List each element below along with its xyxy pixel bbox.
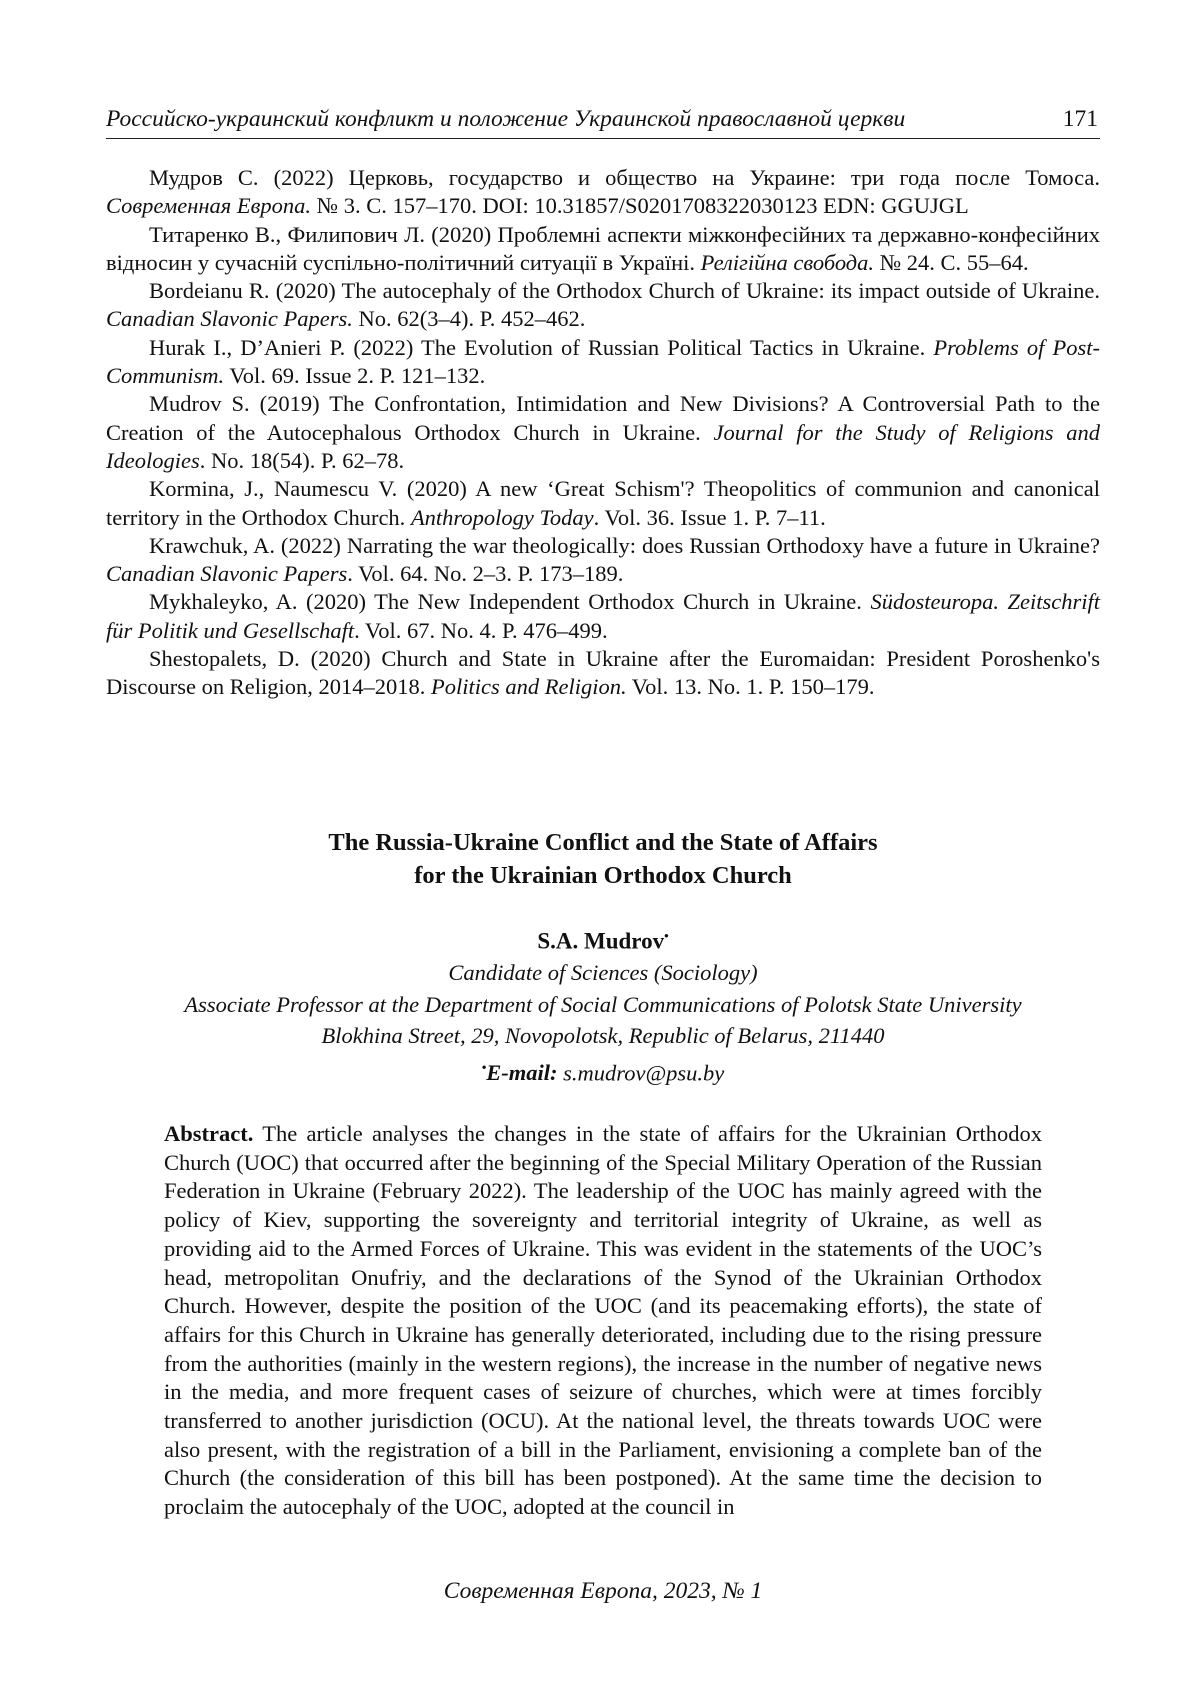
reference-item: Mudrov S. (2019) The Confrontation, Intimidation and New Divisions? A Controversial Path to the Creation of the Autocephalous Orthodox Church in Ukraine. Journal for the Study of Religions and Ideologies. No. 18(54). P. 62–78. (106, 391, 1100, 473)
running-header (106, 104, 1100, 139)
reference-item: Krawchuk, A. (2022) Narrating the war theologically: does Russian Orthodoxy have a future in Ukraine? Canadian Slavonic Papers. Vol. 64. No. 2–3. P. 173–189. (106, 532, 1100, 587)
abstract-label: Abstract. (164, 1121, 254, 1146)
author-email (106, 1052, 1100, 1089)
running-title: Российско-украинский конфликт и положение Украинской православной церкви (106, 106, 906, 132)
email-address[interactable]: s.mudrov@psu.by (563, 1060, 725, 1086)
reference-item: Мудров С. (2022) Церковь, государство и общество на Украине: три года после Томоса. Современная Европа. № 3. С. 157–170. DOI: 10.31857/S0201708322030123 EDN: GGUJGL (106, 165, 1100, 219)
reference-item: Hurak I., D’Anieri P. (2022) The Evolution of Russian Political Tactics in Ukraine. Problems of Post-Communism. Vol. 69. Issue 2. P. 121–132. (106, 334, 1100, 389)
author-info (106, 920, 1100, 1089)
reference-item: Bordeianu R. (2020) The autocephaly of the Orthodox Church of Ukraine: its impact outside of Ukraine. Canadian Slavonic Papers. No. 62(3–4). P. 452–462. (106, 278, 1100, 332)
reference-item: Mykhaleyko, A. (2020) The New Independent Orthodox Church in Ukraine. Südosteuropa. Zeitschrift für Politik und Gesellschaft. Vol. 67. No. 4. P. 476–499. (106, 589, 1100, 643)
journal-footer: Современная Европа, 2023, № 1 (443, 1578, 763, 1604)
email-label: E-mail: (486, 1060, 558, 1086)
article-title-line-2: for the Ukrainian Orthodox Church (414, 862, 792, 889)
reference-item: Kormina, J., Naumescu V. (2020) A new ‘Great Schism'? Theopolitics of communion and canonical territory in the Orthodox Church. Anthropology Today. Vol. 36. Issue 1. P. 7–11. (106, 476, 1100, 530)
email-footnote-mark: • (481, 1059, 487, 1075)
reference-item: Титаренко В., Филипович Л. (2020) Проблемні аспекти міжконфесійних та державно-конфесійних відносин у сучасній суспільно-політичний ситуації в Україні. Релігійна свобода. № 24. С. 55–64. (106, 221, 1100, 275)
abstract-text: The article analyses the changes in the state of affairs for the Ukrainian Orthodox Church (UOC) that occurred after the beginning of the Special Military Operation of the Russian Federation in Ukraine (February 2022). The leadership of the UOC has mainly agreed with the policy of Kiev, supporting the sovereignty and territorial integrity of Ukraine, as well as providing aid to the Armed Forces of Ukraine. This was evident in the statements of the UOC’s head, metropolitan Onufriy, and the declarations of the Synod of the Ukrainian Orthodox Church. However, despite the position of the UOC (and its peacemaking efforts), the state of affairs for this Church in Ukraine has generally deteriorated, including due to the rising pressure from the authorities (mainly in the western regions), the increase in the number of negative news in the media, and more frequent cases of seizure of churches, which were at times forcibly transferred to another jurisdiction (OCU). At the national level, the threats towards UOC were also present, with the registration of a bill in the Parliament, envisioning a complete ban of the Church (the consideration of this bill has been postponed). At the same time the decision to proclaim the autocephaly of the UOC, adopted at the council in (164, 1121, 1043, 1520)
article-title-line-1: The Russia-Ukraine Conflict and the State of Affairs (328, 829, 878, 856)
page-number: 171 (1062, 106, 1098, 132)
author-degree: Candidate of Sciences (Sociology) (448, 960, 758, 986)
article-title (106, 826, 1100, 892)
author-footnote-mark: • (664, 928, 669, 943)
author-position: Associate Professor at the Department of Social Communications of Polotsk State University (184, 991, 1022, 1017)
author-name: S.A. Mudrov• (537, 928, 669, 954)
reference-list (106, 164, 1100, 702)
reference-item: Shestopalets, D. (2020) Church and State in Ukraine after the Euromaidan: President Poroshenko's Discourse on Religion, 2014–2018. Politics and Religion. Vol. 13. No. 1. P. 150–179. (106, 646, 1100, 700)
abstract (164, 1120, 1042, 1522)
author-address: Blokhina Street, 29, Novopolotsk, Republic of Belarus, 211440 (321, 1023, 885, 1049)
